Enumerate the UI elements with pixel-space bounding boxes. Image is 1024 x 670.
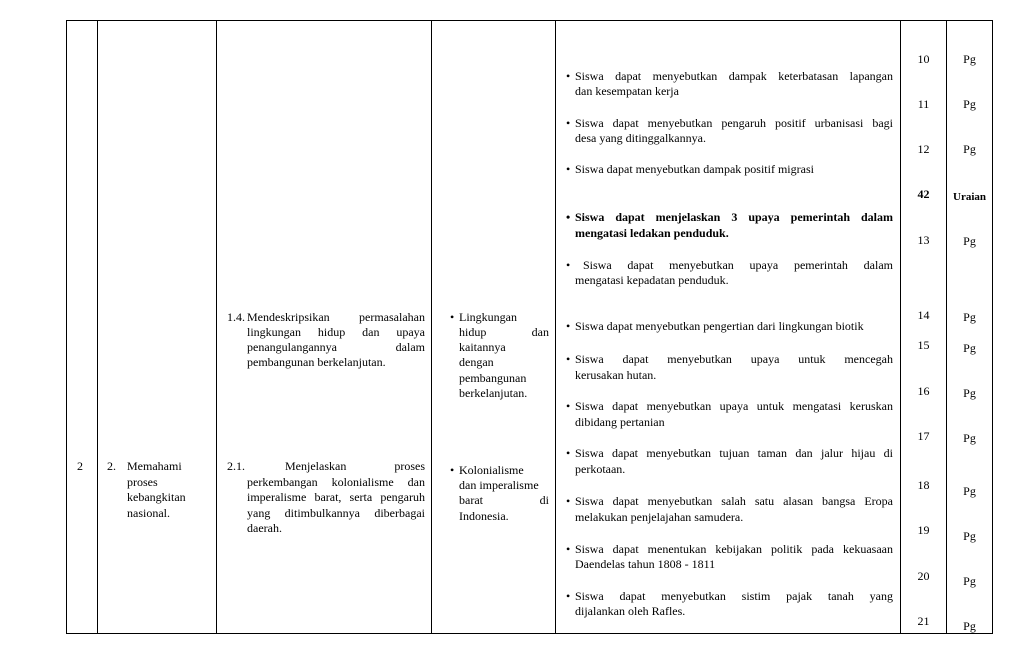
item-form: Pg	[963, 431, 976, 445]
item-text: • Siswa dapat menyebutkan upaya pemerintah dalam	[575, 258, 893, 273]
indicator-text: daerah.	[247, 521, 282, 535]
item-form: Pg	[963, 574, 976, 588]
item-number: 12	[917, 142, 930, 156]
indicator-number: 2.1.	[227, 459, 245, 473]
indicator-text: imperalisme barat, serta pengaruh	[247, 490, 425, 504]
item-text: dan kesempatan kerja	[575, 84, 679, 98]
item-text: • Siswa dapat menyebutkan upaya untuk mencegah	[575, 352, 893, 367]
item-number: 42	[917, 187, 930, 201]
material-line: • Kolonialisme	[459, 463, 524, 478]
indicator-text: Menjelaskan proses	[285, 459, 425, 473]
material-line: kaitannya	[459, 340, 506, 354]
competency-line: kebangkitan	[127, 490, 186, 504]
material-line: pembangunan	[459, 371, 527, 385]
competency-line: proses	[127, 475, 158, 489]
item-text: desa yang ditinggalkannya.	[575, 131, 706, 145]
item-text: Daendelas tahun 1808 - 1811	[575, 557, 716, 571]
item-form: Pg	[963, 386, 976, 400]
item-text: • Siswa dapat menyebutkan dampak positif migrasi	[575, 162, 814, 177]
item-text: • Siswa dapat menyebutkan sistim pajak tanah yang	[575, 589, 893, 604]
item-number: 13	[917, 233, 930, 247]
row-number: 2	[77, 459, 83, 473]
item-text: • Siswa dapat menyebutkan upaya untuk mengatasi keruskan	[575, 399, 893, 414]
item-number: 10	[917, 52, 930, 66]
item-text: • Siswa dapat menjelaskan 3 upaya pemerintah dalam	[575, 210, 893, 225]
competency-line: nasional.	[127, 506, 170, 520]
indicator-text: yang ditimbulkannya diberbagai	[247, 506, 425, 520]
item-form: Pg	[963, 97, 976, 111]
indicator-number: 1.4.	[227, 310, 245, 324]
item-number: 14	[917, 308, 930, 322]
item-text: dibidang pertanian	[575, 415, 665, 429]
item-number: 17	[917, 429, 930, 443]
item-text: mengatasi kepadatan penduduk.	[575, 273, 729, 287]
material-line: dan imperalisme	[459, 478, 539, 492]
item-form: Pg	[963, 484, 976, 498]
item-text: • Siswa dapat menyebutkan dampak keterbatasan lapangan	[575, 69, 893, 84]
item-number: 20	[917, 569, 930, 583]
item-text: • Siswa dapat menyebutkan tujuan taman dan jalur hijau di	[575, 446, 893, 461]
item-form: Pg	[963, 341, 976, 355]
item-text: • Siswa dapat menentukan kebijakan politik pada kekuasaan	[575, 542, 893, 557]
item-text: kerusakan hutan.	[575, 368, 657, 382]
item-form: Pg	[963, 310, 976, 324]
indicator-text: pembangunan berkelanjutan.	[247, 355, 386, 369]
item-form: Pg	[963, 142, 976, 156]
competency-line: Memahami	[127, 459, 182, 473]
item-text: perkotaan.	[575, 462, 626, 476]
item-text: mengatasi ledakan penduduk.	[575, 226, 729, 240]
material-line: • Lingkungan	[459, 310, 517, 325]
item-text: melakukan penjelajahan samudera.	[575, 510, 744, 524]
material-line: berkelanjutan.	[459, 386, 528, 400]
indicator-text: lingkungan hidup dan upaya	[247, 325, 425, 339]
material-line: barat di	[459, 493, 549, 507]
indicator-text: Mendeskripsikan permasalahan	[247, 310, 425, 324]
item-form: Pg	[963, 52, 976, 66]
item-number: 18	[917, 478, 930, 492]
item-number: 15	[917, 338, 930, 352]
material-line: dengan	[459, 355, 494, 369]
item-text: • Siswa dapat menyebutkan salah satu alasan bangsa Eropa	[575, 494, 893, 509]
item-number: 11	[917, 97, 930, 111]
competency-number: 2.	[107, 459, 116, 473]
item-text: • Siswa dapat menyebutkan pengertian dari lingkungan biotik	[575, 319, 864, 334]
item-number: 16	[917, 384, 930, 398]
item-form: Uraian	[953, 191, 986, 203]
material-line: Indonesia.	[459, 509, 509, 523]
item-number: 21	[917, 614, 930, 628]
item-form: Pg	[963, 619, 976, 633]
item-text: dijalankan oleh Rafles.	[575, 604, 686, 618]
indicator-text: perkembangan kolonialisme dan	[247, 475, 425, 489]
item-form: Pg	[963, 234, 976, 248]
item-form: Pg	[963, 529, 976, 543]
material-line: hidup dan	[459, 325, 549, 339]
indicator-text: penangulangannya dalam	[247, 340, 425, 354]
item-text: • Siswa dapat menyebutkan pengaruh positif urbanisasi bagi	[575, 116, 893, 131]
item-number: 19	[917, 523, 930, 537]
